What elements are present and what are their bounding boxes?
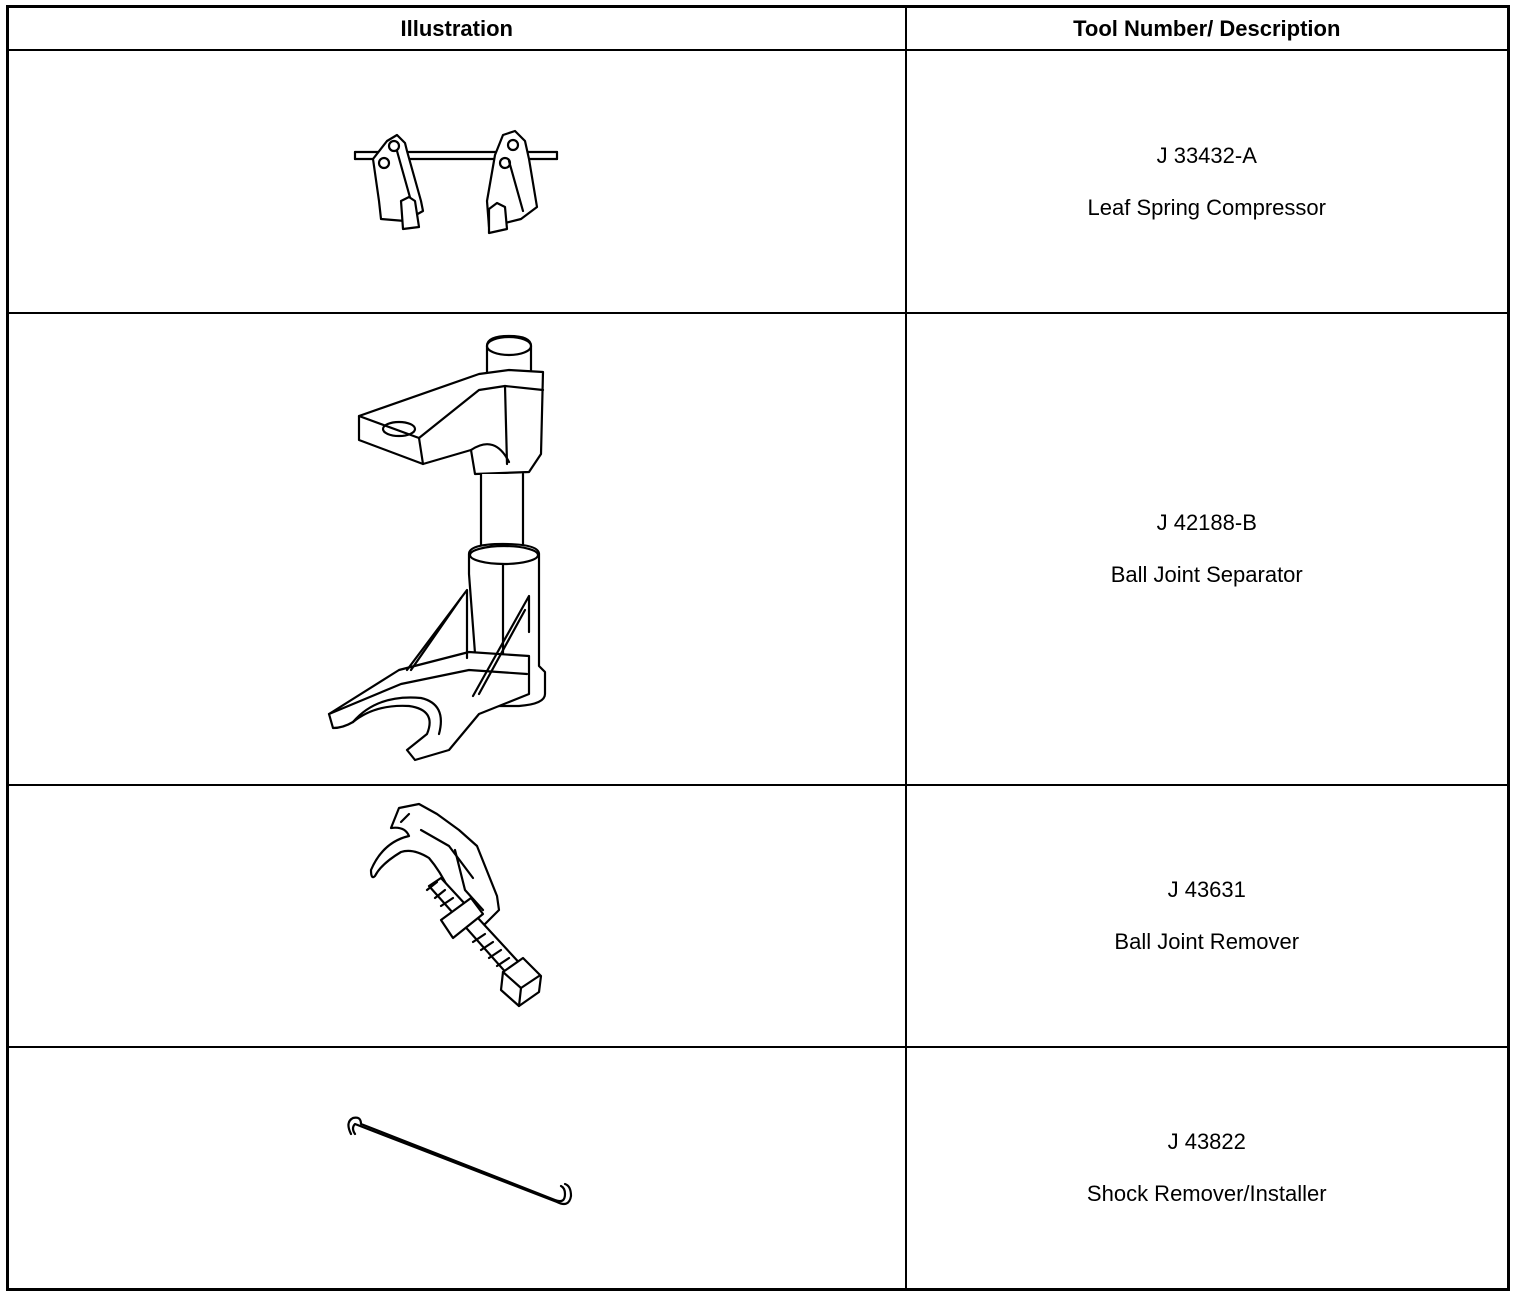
ball-joint-separator-drawing xyxy=(9,314,907,784)
special-tools-table xyxy=(6,5,1510,1291)
table-row xyxy=(8,50,1509,313)
tool-number: J 43822 xyxy=(1167,1129,1246,1154)
header-row xyxy=(8,7,1509,51)
illustration-cell xyxy=(8,1047,906,1290)
tool-description-cell xyxy=(906,785,1509,1047)
illustration-header: Illustration xyxy=(8,7,906,51)
table-row xyxy=(8,313,1509,785)
ball-joint-remover-drawing xyxy=(9,786,907,1046)
tool-description-header: Tool Number/ Description xyxy=(906,7,1509,51)
tool-description-cell xyxy=(906,50,1509,313)
table-row xyxy=(8,785,1509,1047)
tool-number: J 33432-A xyxy=(1156,142,1257,168)
illustration-cell xyxy=(8,313,906,785)
tool-description-cell xyxy=(906,313,1509,785)
tool-number: J 43631 xyxy=(1167,877,1246,902)
tool-description: Ball Joint Remover xyxy=(1114,929,1300,954)
tool-description: Shock Remover/Installer xyxy=(1086,1181,1327,1206)
leaf-spring-compressor-drawing xyxy=(9,51,907,312)
shock-remover-installer-drawing xyxy=(9,1048,907,1288)
tool-number: J 42188-B xyxy=(1156,510,1257,535)
illustration-cell xyxy=(8,50,906,313)
tool-description: Leaf Spring Compressor xyxy=(1087,194,1326,220)
tool-description-cell xyxy=(906,1047,1509,1290)
illustration-cell xyxy=(8,785,906,1047)
tool-description: Ball Joint Separator xyxy=(1110,562,1303,587)
table-row xyxy=(8,1047,1509,1290)
